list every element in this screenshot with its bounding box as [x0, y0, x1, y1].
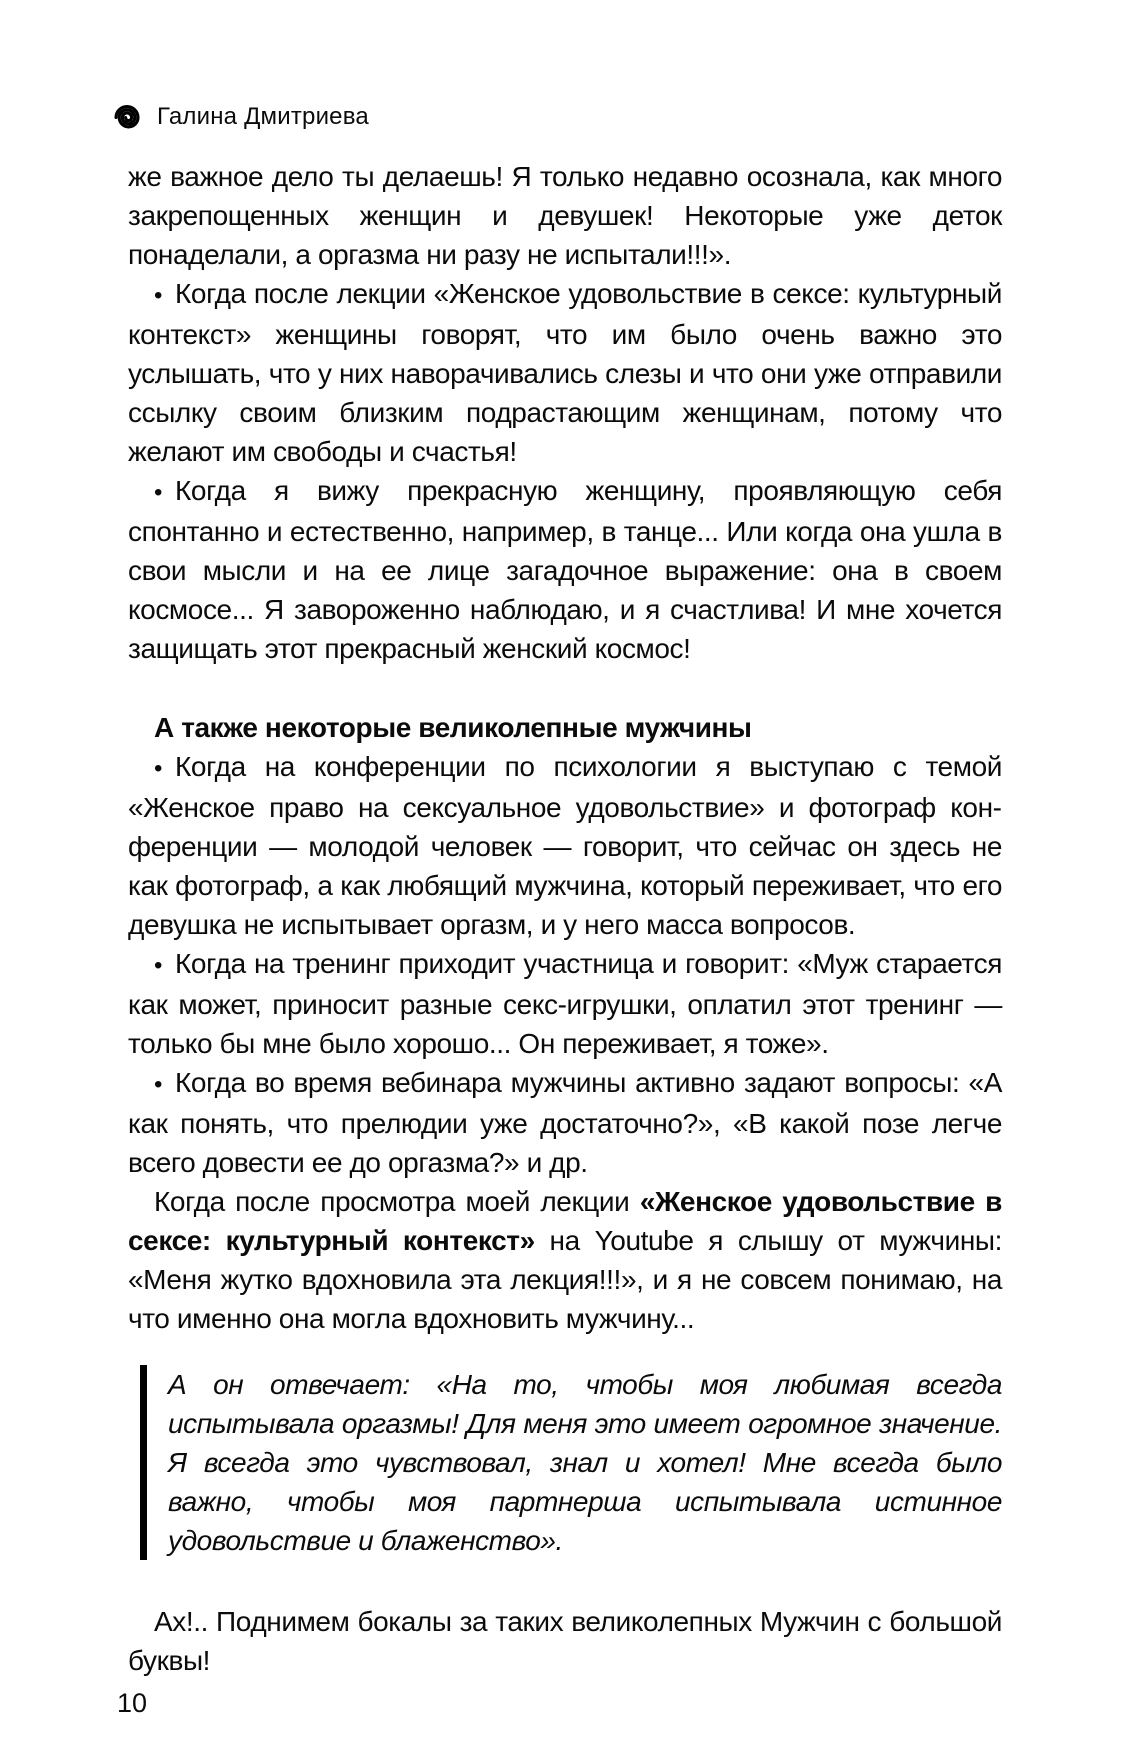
spiral-icon: [113, 103, 141, 131]
bullet-text: Когда во время вебинара мужчины активно задают вопросы: «А как понять, что прелюдии уже достаточно?», «В какой позе легче всего довести ее до оргазма?» и др.: [128, 1067, 1002, 1178]
lecture-text-before: Когда после просмотра моей лекции: [154, 1186, 640, 1217]
bullet-item: [128, 471, 1002, 668]
page-body: [128, 157, 1002, 1680]
lecture-text-after: на Youtube я слышу от мужчины: «Меня жутко вдохновила эта лекция!!!», и я не совсем понимаю, на что именно она могла вдохновить мужчину...: [128, 1225, 1002, 1334]
bullet-text: Когда на конференции по психологии я выступаю с темой «Женское право на сексуальное удовольствие» и фотограф конференции — молодой человек — говорит, что сейчас он здесь не как фотограф, а как любящий мужчина, который переживает, что его девушка не испытывает оргазм, и у него масса вопросов.: [128, 751, 1002, 940]
bullet-marker-icon: •: [154, 479, 163, 506]
author-name: Галина Дмитриева: [157, 103, 369, 130]
page-footer: [117, 1688, 1002, 1719]
bullet-marker-icon: •: [154, 282, 163, 309]
bullet-item: [128, 747, 1002, 944]
lecture-paragraph: [128, 1182, 1002, 1338]
closing-paragraph: Ах!.. Поднимем бокалы за таких великолепных Мужчин с большой буквы!: [128, 1606, 1002, 1676]
bullet-marker-icon: •: [154, 755, 163, 782]
bullet-item: [128, 944, 1002, 1063]
bullet-marker-icon: •: [154, 952, 163, 979]
bullet-item: [128, 1063, 1002, 1182]
section-heading: А также некоторые великолепные мужчины: [154, 712, 752, 743]
bullet-item: [128, 274, 1002, 471]
page-header: [113, 103, 1002, 131]
pull-quote: А он отвечает: «На то, чтобы моя любимая всегда испытывала оргазмы! Для меня это имеет огромное значение. Я всегда это чувствовал, знал и хотел! Мне всегда было важно, чтобы моя партнерша испытывала истинное удовольствие и блаженство».: [140, 1365, 1002, 1560]
bullet-text: Когда на тренинг приходит участница и говорит: «Муж старается как может, приносит разные секс-игрушки, оплатил этот тренинг — только бы мне было хорошо... Он переживает, я тоже».: [128, 948, 1002, 1059]
page-number: 10: [117, 1688, 148, 1718]
bullet-text: Когда я вижу прекрасную женщину, проявляющую себя спонтанно и естественно, например, в танце... Или когда она ушла в свои мысли и на ее лице загадочное выражение: она в своем космосе... Я завороженно наблюдаю, и я счастлива! И мне хочется защищать этот прекрасный женский космос!: [128, 475, 1002, 664]
bullet-text: Когда после лекции «Женское удовольствие в сексе: культурный контекст» женщины говорят, что им было очень важно это услышать, что у них наворачивались слезы и что они уже отправили ссылку своим близким подрастающим женщинам, потому что желают им свободы и счастья!: [128, 278, 1002, 467]
lecture-title-bold: «Женское удовольствие в сексе: культурный контекст»: [128, 1186, 1002, 1256]
intro-paragraph: же важное дело ты делаешь! Я только недавно осознала, как много закрепощенных женщин и девушек! Некоторые уже деток понаделали, а оргазма ни разу не испытали!!!».: [128, 161, 1002, 270]
bullet-marker-icon: •: [154, 1071, 163, 1098]
